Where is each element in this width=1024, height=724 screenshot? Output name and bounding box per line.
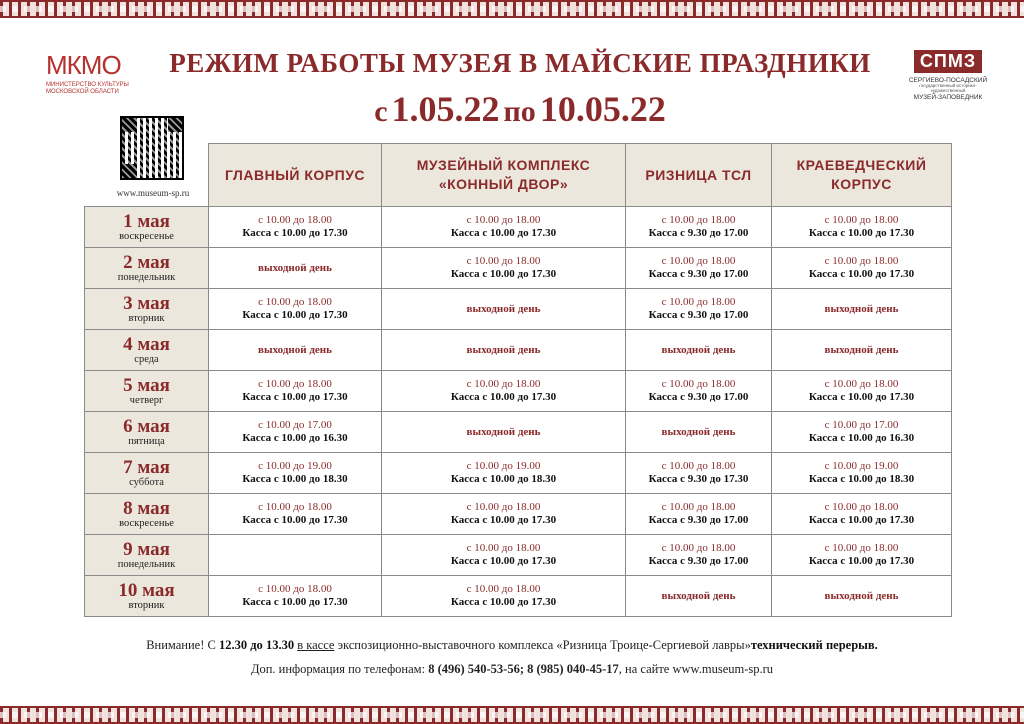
day-cell (85, 576, 209, 617)
schedule-cell (772, 289, 952, 330)
day-label: 3 мая (123, 292, 170, 314)
ticket-office-hours: Касса с 10.00 до 18.30 (808, 473, 915, 485)
schedule-cell (382, 453, 626, 494)
day-label: 1 мая (123, 210, 170, 232)
weekday-label: четверг (129, 394, 164, 406)
day-label: 9 мая (123, 538, 170, 560)
opening-hours: с 10.00 до 18.00 (661, 500, 736, 513)
ticket-office-hours: Касса с 10.00 до 17.30 (242, 596, 348, 608)
date-from: 1.05.22 (391, 89, 500, 129)
schedule-cell (209, 207, 382, 248)
note-time-start: 12.30 (218, 638, 248, 652)
ticket-office-hours: Касса с 10.00 до 17.30 (808, 391, 915, 403)
opening-hours: с 10.00 до 18.00 (466, 213, 541, 226)
ticket-office-hours: Касса с 10.00 до 17.30 (242, 391, 348, 403)
day-label: 8 мая (123, 497, 170, 519)
ministry-logo-mark: МКМО (46, 50, 121, 80)
ministry-logo (46, 52, 136, 96)
ticket-office-hours: Касса с 10.00 до 17.30 (808, 555, 915, 567)
column-header (626, 144, 772, 207)
day-label: 7 мая (123, 456, 170, 478)
schedule-cell (772, 494, 952, 535)
opening-hours: с 10.00 до 18.00 (466, 541, 541, 554)
weekday-label: понедельник (117, 271, 176, 283)
opening-hours: с 10.00 до 18.00 (824, 541, 899, 554)
table-row (85, 207, 952, 248)
ticket-office-hours: Касса с 10.00 до 17.30 (242, 514, 348, 526)
opening-hours: с 10.00 до 19.00 (466, 459, 541, 472)
ticket-office-hours: Касса с 10.00 до 17.30 (450, 596, 557, 608)
schedule-cell (382, 289, 626, 330)
schedule-cell (626, 453, 772, 494)
opening-hours: с 10.00 до 18.00 (661, 295, 736, 308)
table-row (85, 248, 952, 289)
closed-label: выходной день (661, 590, 736, 602)
day-cell (85, 330, 209, 371)
website-url[interactable]: www.museum-sp.ru (116, 188, 190, 198)
ticket-office-hours: Касса с 9.30 до 17.00 (648, 227, 749, 239)
ticket-office-hours: Касса с 10.00 до 18.30 (242, 473, 348, 485)
ticket-office-hours: Касса с 9.30 до 17.00 (648, 514, 749, 526)
schedule-cell (772, 412, 952, 453)
schedule-cell (209, 576, 382, 617)
opening-hours: с 10.00 до 18.00 (466, 500, 541, 513)
date-to-prefix: по (503, 95, 536, 128)
ornament-border-bottom (0, 706, 1024, 724)
museum-logo (902, 50, 994, 101)
schedule-cell (209, 453, 382, 494)
schedule-cell (772, 576, 952, 617)
opening-hours: с 10.00 до 18.00 (824, 254, 899, 267)
table-row (85, 412, 952, 453)
schedule-cell (382, 535, 626, 576)
opening-hours: с 10.00 до 19.00 (258, 459, 332, 472)
schedule-cell (626, 289, 772, 330)
ticket-office-hours: Касса с 10.00 до 17.30 (450, 391, 557, 403)
schedule-cell (382, 371, 626, 412)
ticket-office-hours: Касса с 10.00 до 17.30 (808, 514, 915, 526)
opening-hours: с 10.00 до 18.00 (661, 254, 736, 267)
table-row (85, 494, 952, 535)
ticket-office-hours: Касса с 10.00 до 17.30 (808, 227, 915, 239)
day-label: 5 мая (123, 374, 170, 396)
schedule-cell (382, 330, 626, 371)
ticket-office-hours: Касса с 10.00 до 17.30 (450, 227, 557, 239)
closed-label: выходной день (258, 344, 332, 356)
weekday-label: воскресенье (119, 230, 174, 242)
header-corner (85, 144, 209, 207)
ticket-office-hours: Касса с 10.00 до 17.30 (450, 268, 557, 280)
museum-logo-line3: МУЗЕЙ-ЗАПОВЕДНИК (913, 94, 983, 102)
schedule-cell (626, 494, 772, 535)
column-header (209, 144, 382, 207)
day-cell (85, 207, 209, 248)
ticket-office-hours: Касса с 10.00 до 17.30 (450, 555, 557, 567)
schedule-cell (626, 207, 772, 248)
opening-hours: с 10.00 до 18.00 (258, 295, 332, 308)
opening-hours: с 10.00 до 17.00 (824, 418, 899, 431)
schedule-cell (626, 330, 772, 371)
opening-hours: с 10.00 до 18.00 (258, 500, 332, 513)
column-header-label: МУЗЕЙНЫЙ КОМПЛЕКС «КОННЫЙ ДВОР» (416, 157, 591, 192)
opening-hours: с 10.00 до 18.00 (466, 582, 541, 595)
closed-label: выходной день (466, 303, 541, 315)
schedule-cell (626, 248, 772, 289)
column-header (382, 144, 626, 207)
column-header-label: РИЗНИЦА ТСЛ (645, 166, 752, 183)
museum-logo-mark: СПМЗ (914, 50, 982, 73)
opening-hours: с 10.00 до 18.00 (661, 541, 736, 554)
opening-hours: с 10.00 до 18.00 (258, 582, 332, 595)
table-row (85, 330, 952, 371)
contact-label: Доп. информация по телефонам: (250, 662, 429, 676)
day-cell (85, 412, 209, 453)
weekday-label: пятница (128, 435, 165, 447)
ministry-logo-text: МИНИСТЕРСТВО КУЛЬТУРЫ МОСКОВСКОЙ ОБЛАСТИ (46, 82, 129, 96)
closed-label: выходной день (824, 590, 899, 602)
opening-hours: с 10.00 до 18.00 (824, 500, 899, 513)
table-row (85, 535, 952, 576)
weekday-label: вторник (128, 312, 165, 324)
closed-label: выходной день (661, 344, 736, 356)
ticket-office-hours: Касса с 10.00 до 18.30 (450, 473, 557, 485)
ticket-office-hours: Касса с 10.00 до 17.30 (450, 514, 557, 526)
page-title: РЕЖИМ РАБОТЫ МУЗЕЯ В МАЙСКИЕ ПРАЗДНИКИ (169, 48, 871, 78)
museum-logo-line2: государственный историко-художественный (919, 83, 977, 94)
schedule-cell (626, 412, 772, 453)
weekday-label: понедельник (117, 558, 176, 570)
column-header-label: ГЛАВНЫЙ КОРПУС (224, 166, 366, 183)
opening-hours: с 10.00 до 17.00 (258, 418, 332, 431)
date-to: 10.05.22 (539, 89, 666, 129)
table-row (85, 371, 952, 412)
opening-hours: с 10.00 до 19.00 (824, 459, 899, 472)
schedule-cell (209, 535, 382, 576)
schedule-cell (209, 330, 382, 371)
weekday-label: вторник (128, 599, 165, 611)
ticket-office-hours: Касса с 9.30 до 17.00 (648, 309, 749, 321)
note-time-end: 13.30 (265, 638, 295, 652)
attention-note (0, 638, 1024, 653)
opening-hours: с 10.00 до 18.00 (661, 377, 736, 390)
table-row (85, 576, 952, 617)
day-cell (85, 371, 209, 412)
table-header-row (85, 144, 952, 207)
schedule-cell (626, 371, 772, 412)
day-label: 6 мая (123, 415, 170, 437)
schedule-cell (382, 412, 626, 453)
ticket-office-hours: Касса с 10.00 до 16.30 (808, 432, 915, 444)
opening-hours: с 10.00 до 18.00 (258, 377, 332, 390)
ticket-office-hours: Касса с 10.00 до 16.30 (242, 432, 348, 444)
opening-hours: с 10.00 до 18.00 (661, 459, 736, 472)
schedule-table (84, 143, 952, 617)
weekday-label: суббота (129, 476, 164, 488)
closed-label: выходной день (661, 426, 736, 438)
note-text: до (247, 638, 266, 652)
schedule-cell (209, 371, 382, 412)
day-cell (85, 289, 209, 330)
schedule-cell (772, 453, 952, 494)
day-cell (85, 494, 209, 535)
schedule-cell (772, 207, 952, 248)
schedule-cell (209, 494, 382, 535)
phone-numbers[interactable]: 8 (496) 540-53-56; 8 (985) 040-45-17 (428, 662, 619, 676)
column-header-label: КРАЕВЕДЧЕСКИЙ КОРПУС (796, 157, 927, 192)
schedule-cell (626, 576, 772, 617)
column-header (772, 144, 952, 207)
day-label: 2 мая (123, 251, 170, 273)
weekday-label: воскресенье (119, 517, 174, 529)
day-label: 4 мая (123, 333, 170, 355)
note-break: технический перерыв. (750, 638, 878, 652)
note-text: Внимание! С (146, 638, 219, 652)
opening-hours: с 10.00 до 18.00 (466, 377, 541, 390)
weekday-label: среда (134, 353, 159, 365)
opening-hours: с 10.00 до 18.00 (466, 254, 541, 267)
day-cell (85, 535, 209, 576)
schedule-cell (382, 207, 626, 248)
schedule-cell (772, 330, 952, 371)
schedule-cell (382, 248, 626, 289)
ticket-office-hours: Касса с 9.30 до 17.00 (648, 555, 749, 567)
date-from-prefix: с (374, 95, 388, 128)
table-row (85, 453, 952, 494)
schedule-cell (209, 412, 382, 453)
schedule-cell (382, 494, 626, 535)
opening-hours: с 10.00 до 18.00 (824, 377, 899, 390)
ticket-office-hours: Касса с 9.30 до 17.00 (648, 391, 749, 403)
day-cell (85, 248, 209, 289)
schedule-cell (209, 289, 382, 330)
ornament-border-top (0, 0, 1024, 18)
schedule-cell (772, 248, 952, 289)
contact-info (0, 662, 1024, 677)
opening-hours: с 10.00 до 18.00 (661, 213, 736, 226)
day-cell (85, 453, 209, 494)
museum-logo-line1: СЕРГИЕВО-ПОСАДСКИЙ (908, 77, 988, 84)
note-text: экспозиционно-выставочного комплекса «Ризница Троице-Сергиевой лавры» (334, 638, 751, 652)
date-range (220, 88, 820, 130)
ticket-office-hours: Касса с 10.00 до 17.30 (242, 227, 348, 239)
schedule-cell (626, 535, 772, 576)
closed-label: выходной день (258, 262, 332, 274)
closed-label: выходной день (466, 426, 541, 438)
opening-hours: с 10.00 до 18.00 (258, 213, 332, 226)
closed-label: выходной день (824, 344, 899, 356)
ticket-office-hours: Касса с 10.00 до 17.30 (242, 309, 348, 321)
ticket-office-hours: Касса с 9.30 до 17.30 (648, 473, 749, 485)
ticket-office-hours: Касса с 9.30 до 17.00 (648, 268, 749, 280)
schedule-cell (772, 535, 952, 576)
contact-website: , на сайте www.museum-sp.ru (618, 662, 774, 676)
ticket-office-hours: Касса с 10.00 до 17.30 (808, 268, 915, 280)
opening-hours: с 10.00 до 18.00 (824, 213, 899, 226)
closed-label: выходной день (824, 303, 899, 315)
schedule-cell (209, 248, 382, 289)
closed-label: выходной день (466, 344, 541, 356)
schedule-cell (772, 371, 952, 412)
note-where: в кассе (297, 638, 335, 652)
schedule-cell (382, 576, 626, 617)
table-row (85, 289, 952, 330)
day-label: 10 мая (118, 579, 175, 601)
